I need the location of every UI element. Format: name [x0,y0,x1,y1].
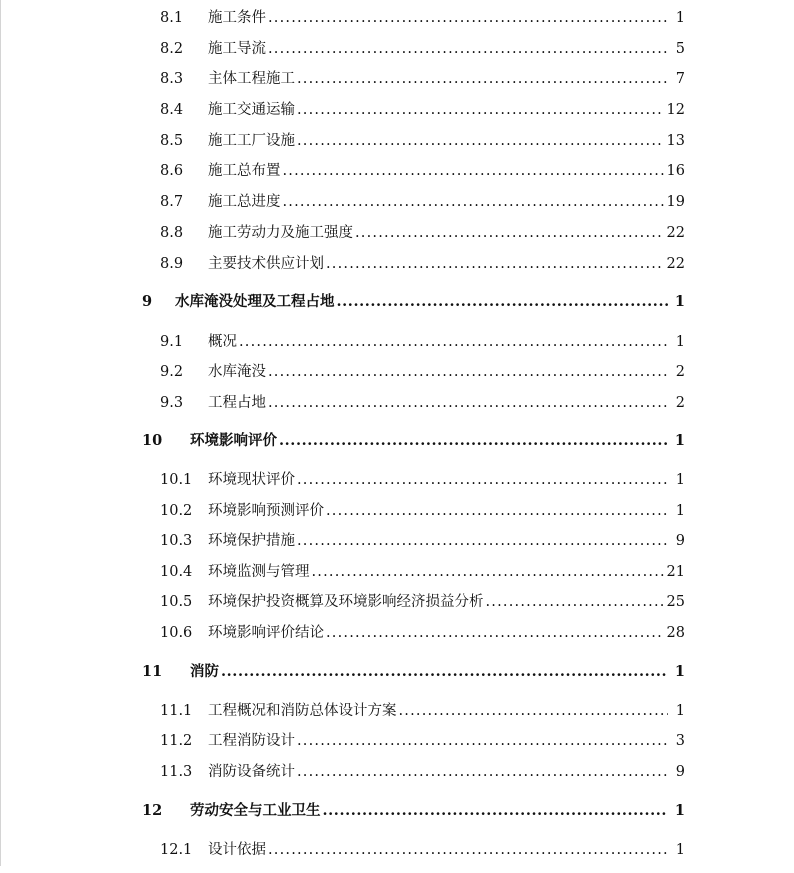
page-number: 1 [674,293,685,310]
section-number: 9.1 [160,334,184,350]
dot-leader [297,98,664,122]
toc-chapter-9[interactable] [0,290,794,314]
dot-leader [337,290,669,314]
chapter-title: 水库淹没处理及工程占地 [175,293,335,310]
dot-leader [297,468,668,492]
dot-leader [323,799,669,823]
toc-entry-8-7[interactable] [0,190,794,214]
toc-entry-8-5[interactable] [0,129,794,153]
page-number: 5 [675,41,685,57]
section-title: 工程消防设计 [208,733,295,749]
section-title: 消防设备统计 [208,764,295,780]
dot-leader [297,129,664,153]
section-title: 环境保护投资概算及环境影响经济损益分析 [208,594,484,610]
page-number: 9 [675,764,685,780]
section-title: 主要技术供应计划 [208,256,324,272]
toc-chapter-11[interactable] [0,660,794,684]
toc-entry-8-6[interactable] [0,159,794,183]
dot-leader [268,360,668,384]
section-title: 工程占地 [208,395,266,411]
toc-entry-10-3[interactable] [0,529,794,553]
dot-leader [268,37,668,61]
dot-leader [279,429,668,453]
toc-entry-10-1[interactable] [0,468,794,492]
section-title: 概况 [208,334,237,350]
page-number: 28 [666,625,685,641]
toc-entry-11-3[interactable] [0,760,794,784]
section-title: 施工交通运输 [208,102,295,118]
chapter-title: 消防 [190,663,219,680]
page-number: 13 [666,133,685,149]
page-number: 1 [675,10,685,26]
section-title: 环境影响评价结论 [208,625,324,641]
section-number: 10.1 [160,472,193,488]
dot-leader [297,529,668,553]
toc-entry-9-3[interactable] [0,391,794,415]
page-number: 25 [666,594,685,610]
section-title: 施工工厂设施 [208,133,295,149]
section-number: 8.3 [160,71,184,87]
section-title: 设计依据 [208,842,266,858]
section-number: 11.1 [160,703,193,719]
section-number: 8.5 [160,133,184,149]
chapter-title: 劳动安全与工业卫生 [190,802,321,819]
page-number: 1 [675,334,685,350]
section-title: 环境监测与管理 [208,564,310,580]
toc-entry-9-1[interactable] [0,330,794,354]
chapter-title: 环境影响评价 [190,432,277,449]
page-number: 2 [675,395,685,411]
dot-leader [221,660,668,684]
section-title: 主体工程施工 [208,71,295,87]
section-title: 施工总布置 [208,163,281,179]
section-number: 8.1 [160,10,184,26]
section-number: 10.5 [160,594,193,610]
toc-entry-10-4[interactable] [0,560,794,584]
page-number: 16 [666,163,685,179]
section-title: 环境现状评价 [208,472,295,488]
section-title: 水库淹没 [208,364,266,380]
dot-leader [268,391,668,415]
toc-entry-10-5[interactable] [0,590,794,614]
section-number: 8.9 [160,256,184,272]
section-number: 8.7 [160,194,184,210]
toc-entry-8-1[interactable] [0,6,794,30]
section-title: 工程概况和消防总体设计方案 [208,703,397,719]
section-number: 10.6 [160,625,193,641]
page-number: 21 [666,564,685,580]
toc-entry-8-8[interactable] [0,221,794,245]
dot-leader [239,330,668,354]
toc-entry-11-1[interactable] [0,699,794,723]
chapter-number: 9 [142,293,153,310]
dot-leader [312,560,664,584]
toc-entry-10-6[interactable] [0,621,794,645]
section-title: 环境保护措施 [208,533,295,549]
section-number: 12.1 [160,842,193,858]
dot-leader [297,729,668,753]
toc-chapter-12[interactable] [0,799,794,823]
section-title: 施工导流 [208,41,266,57]
toc-entry-8-2[interactable] [0,37,794,61]
toc-entry-9-2[interactable] [0,360,794,384]
section-title: 施工总进度 [208,194,281,210]
section-title: 施工条件 [208,10,266,26]
page-number: 1 [674,663,685,680]
dot-leader [297,67,668,91]
section-number: 8.8 [160,225,184,241]
page-cutoff [0,866,794,873]
dot-leader [297,760,668,784]
section-number: 9.2 [160,364,184,380]
section-number: 9.3 [160,395,184,411]
toc-entry-10-2[interactable] [0,499,794,523]
dot-leader [326,621,664,645]
page-number: 3 [675,733,685,749]
section-title: 环境影响预测评价 [208,503,324,519]
toc-entry-8-9[interactable] [0,252,794,276]
page-number: 19 [666,194,685,210]
toc-chapter-10[interactable] [0,429,794,453]
section-number: 11.3 [160,764,193,780]
page-number: 22 [666,256,685,272]
page-number: 1 [674,802,685,819]
page-number: 22 [666,225,685,241]
page-number: 1 [675,842,685,858]
page-number: 2 [675,364,685,380]
page-number: 7 [675,71,685,87]
section-number: 10.4 [160,564,193,580]
page-number: 12 [666,102,685,118]
dot-leader [268,6,668,30]
toc-entry-12-1[interactable] [0,838,794,862]
dot-leader [486,590,664,614]
chapter-number: 10 [142,432,163,449]
page-number: 1 [674,432,685,449]
dot-leader [268,838,668,862]
section-number: 8.6 [160,163,184,179]
page-number: 1 [675,503,685,519]
page-number: 9 [675,533,685,549]
toc-entry-8-4[interactable] [0,98,794,122]
toc-entry-8-3[interactable] [0,67,794,91]
toc-entry-11-2[interactable] [0,729,794,753]
section-title: 施工劳动力及施工强度 [208,225,353,241]
section-number: 10.3 [160,533,193,549]
section-number: 11.2 [160,733,193,749]
dot-leader [355,221,664,245]
page-number: 1 [675,472,685,488]
dot-leader [326,499,668,523]
chapter-number: 12 [142,802,163,819]
dot-leader [283,159,664,183]
dot-leader [283,190,664,214]
dot-leader [399,699,669,723]
section-number: 8.2 [160,41,184,57]
page-number: 1 [675,703,685,719]
section-number: 8.4 [160,102,184,118]
chapter-number: 11 [142,663,163,680]
section-number: 10.2 [160,503,193,519]
dot-leader [326,252,664,276]
